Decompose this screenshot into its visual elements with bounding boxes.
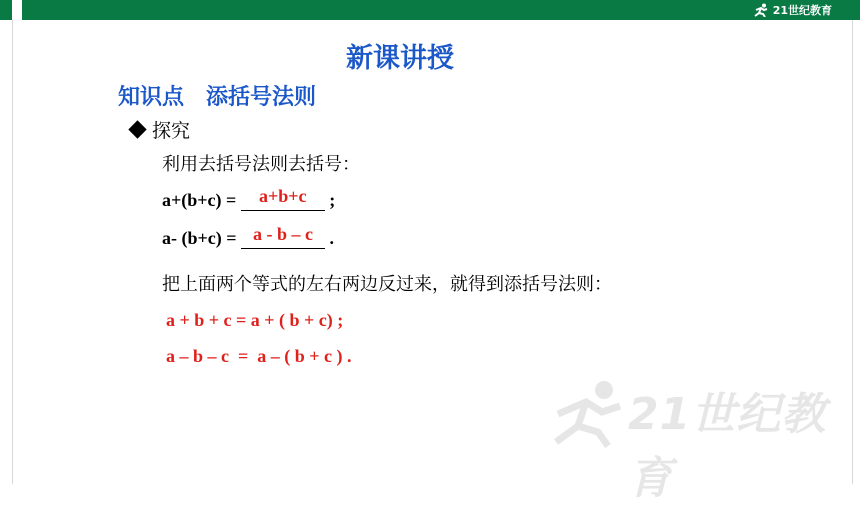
equation-1-blank bbox=[241, 186, 325, 211]
section-heading: 知识点 添括号法则 bbox=[118, 85, 317, 110]
watermark-runner-icon bbox=[548, 378, 628, 448]
runner-icon bbox=[753, 3, 769, 17]
equation-2-answer: a - b – c bbox=[253, 224, 313, 244]
instruction-text: 利用去括号法则去括号： bbox=[162, 154, 360, 175]
explore-label-row bbox=[128, 116, 190, 143]
equation-1 bbox=[162, 186, 336, 211]
equation-2-lhs: a- (b+c) = bbox=[162, 228, 237, 248]
equation-2-blank bbox=[241, 224, 325, 249]
header-logo-text: 21世纪教育 bbox=[772, 4, 832, 17]
header-logo bbox=[753, 2, 832, 18]
rule-1: a + b + c = a + ( b + c) ; bbox=[166, 310, 344, 330]
equation-1-lhs: a+(b+c) = bbox=[162, 190, 241, 210]
rule-2: a – b – c = a – ( b + c ) . bbox=[166, 346, 352, 366]
equation-2 bbox=[162, 224, 334, 249]
equation-1-answer: a+b+c bbox=[259, 186, 307, 206]
watermark-text: 21世纪教育 bbox=[628, 389, 827, 504]
equation-2-end: . bbox=[329, 228, 334, 248]
right-border-line bbox=[852, 20, 853, 484]
equation-1-end: ; bbox=[329, 190, 336, 210]
left-border-line bbox=[12, 20, 13, 484]
diamond-bullet-icon bbox=[128, 120, 146, 138]
statement-text: 把上面两个等式的左右两边反过来，就得到添括号法则： bbox=[162, 274, 612, 295]
top-bar-edge bbox=[12, 0, 22, 20]
top-bar bbox=[0, 0, 860, 20]
explore-label: 探究 bbox=[152, 120, 191, 142]
slide-title: 新课讲授 bbox=[346, 43, 454, 74]
watermark bbox=[548, 378, 838, 504]
